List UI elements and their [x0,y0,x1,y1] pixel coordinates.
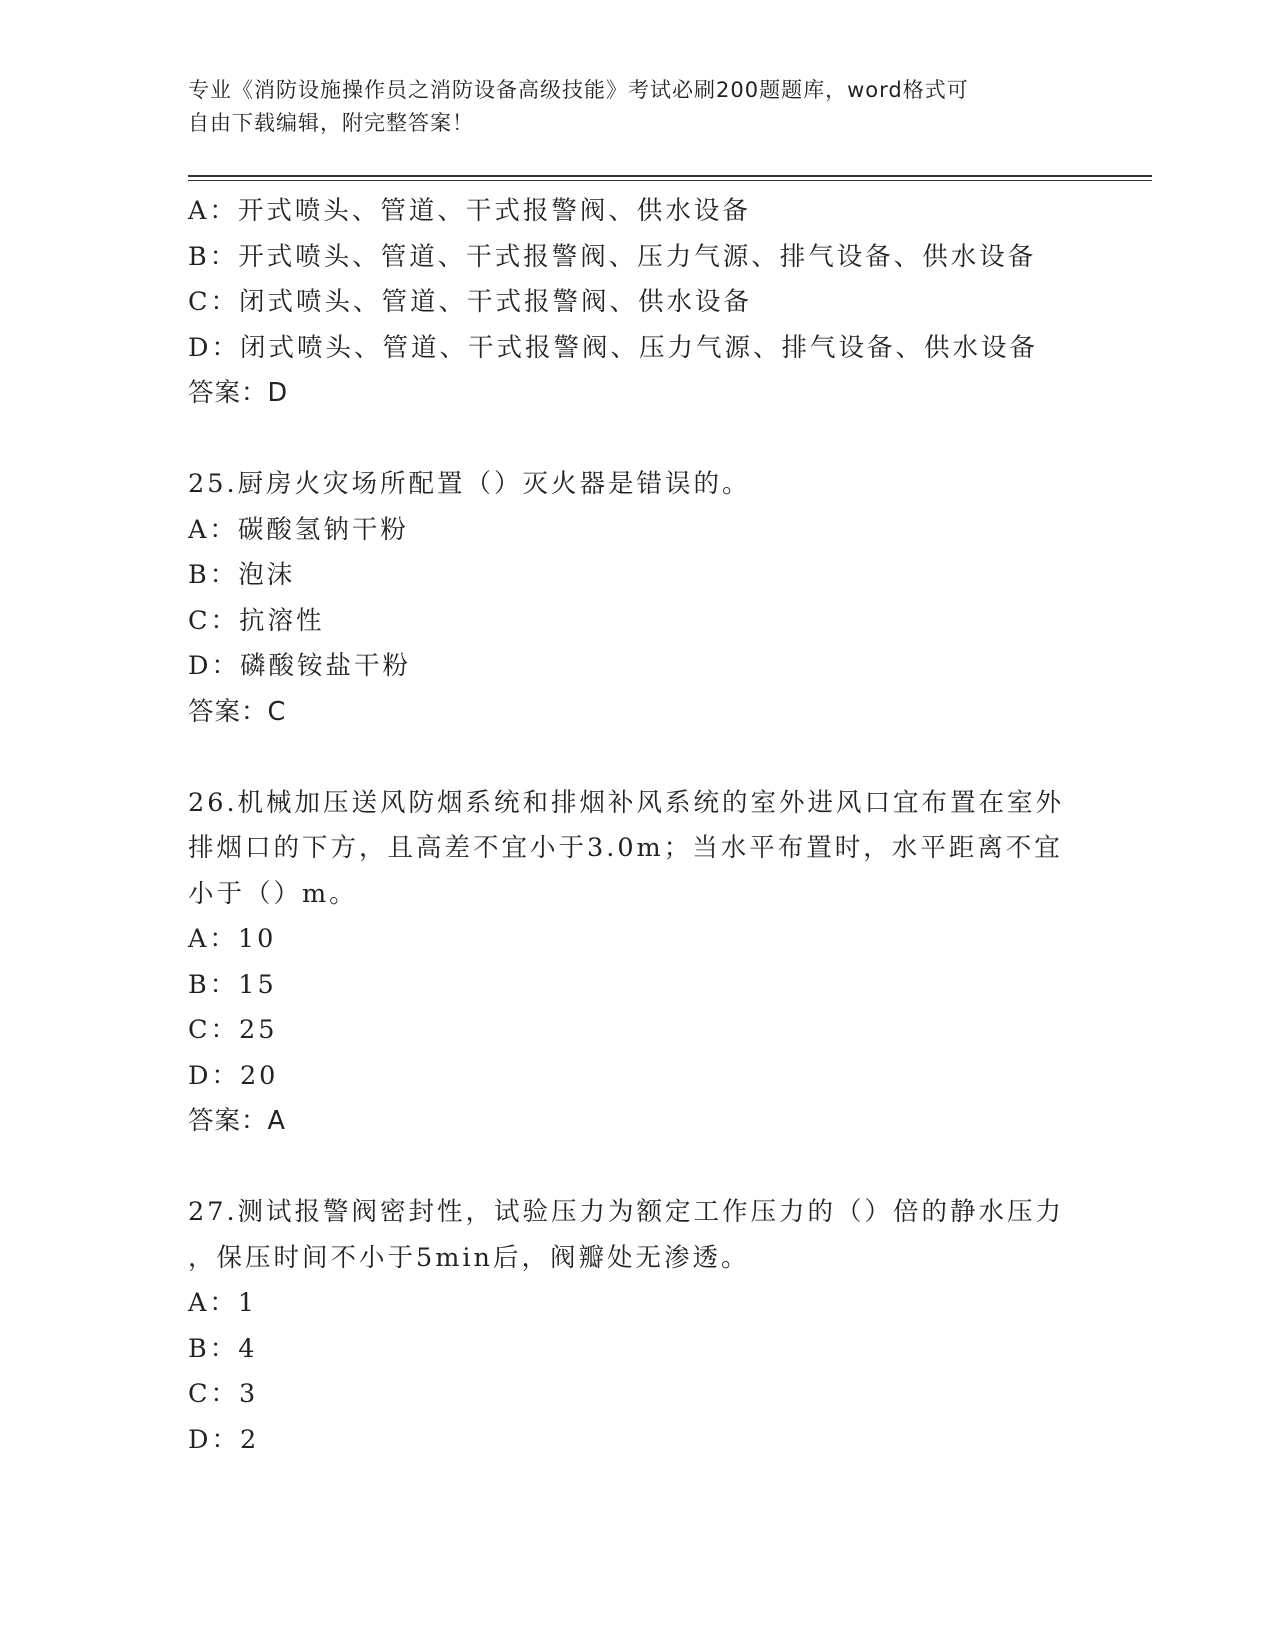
answer-line: 答案：A [188,1106,286,1136]
option-d: D：闭式喷头、管道、干式报警阀、压力气源、排气设备、供水设备 [188,332,1038,363]
header-divider-thick [188,175,1152,177]
question-24 [188,189,1088,417]
question-26 [188,781,1088,1145]
option-b: B：15 [188,969,277,1000]
document-header [188,74,1068,140]
question-stem-line-1: 26.机械加压送风防烟系统和排烟补风系统的室外进风口宜布置在室外 [188,787,1065,818]
option-a: A：10 [188,924,277,954]
header-line-2: 自由下载编辑，附完整答案！ [188,111,474,135]
option-d: D：20 [188,1060,279,1091]
option-a: A：开式喷头、管道、干式报警阀、供水设备 [188,196,751,226]
option-c: C：闭式喷头、管道、干式报警阀、供水设备 [188,287,753,317]
spacer [188,417,1088,463]
option-d: D：磷酸铵盐干粉 [188,651,411,681]
option-d: D：2 [188,1424,260,1455]
question-stem-line-2: ，保压时间不小于5min后，阀瓣处无渗透。 [188,1242,750,1273]
option-c: C：25 [188,1015,278,1045]
option-a: A：1 [188,1288,258,1318]
spacer [188,735,1088,781]
question-25 [188,462,1088,735]
header-line-1: 专业《消防设施操作员之消防设备高级技能》考试必刷200题题库，word格式可 [188,78,969,102]
option-c: C：3 [188,1379,259,1409]
question-stem-line-1: 27.测试报警阀密封性，试验压力为额定工作压力的（）倍的静水压力 [188,1197,1065,1227]
question-stem: 25.厨房火灾场所配置（）灭火器是错误的。 [188,469,751,499]
option-b: B：4 [188,1333,258,1364]
option-b: B：开式喷头、管道、干式报警阀、压力气源、排气设备、供水设备 [188,241,1037,272]
question-27 [188,1190,1088,1463]
header-divider-thin [188,180,1152,181]
option-a: A：碳酸氢钠干粉 [188,514,409,545]
option-c: C：抗溶性 [188,605,325,636]
answer-line: 答案：C [188,696,287,727]
question-stem-line-3: 小于（）m。 [188,878,358,909]
question-stem-line-2: 排烟口的下方，且高差不宜小于3.0m；当水平布置时，水平距离不宜 [188,833,1063,863]
question-list [188,189,1088,1463]
answer-line: 答案：D [188,378,289,408]
option-b: B：泡沫 [188,560,296,590]
spacer [188,1145,1088,1191]
